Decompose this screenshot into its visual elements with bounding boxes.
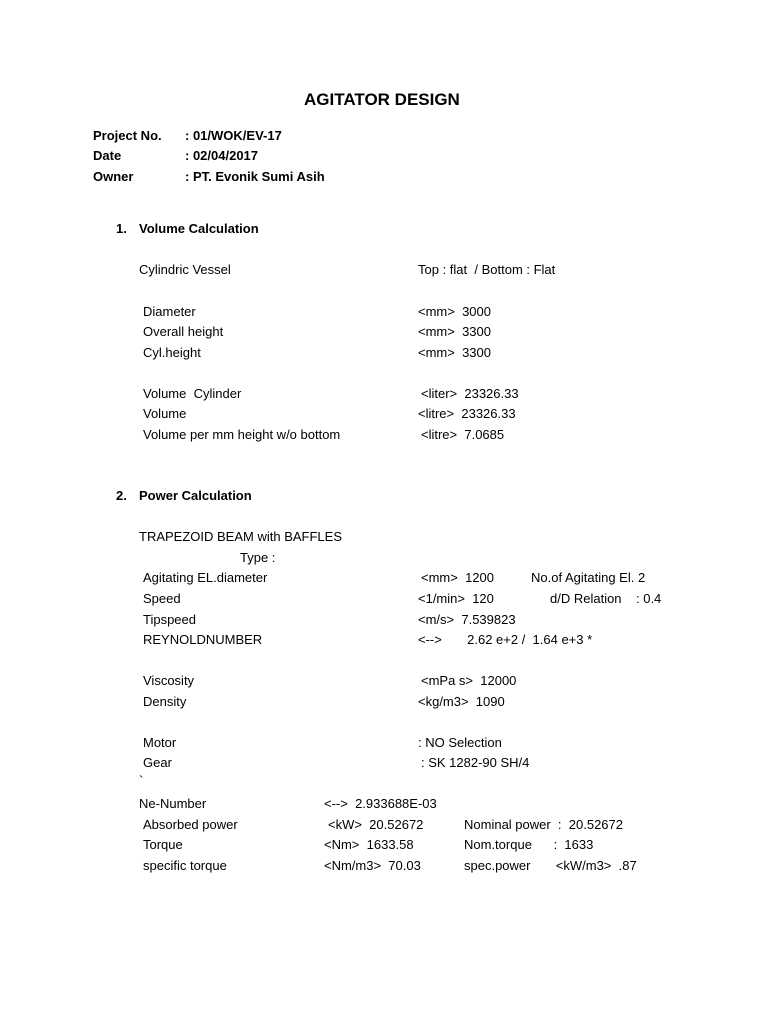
section1-number: 1. — [116, 221, 127, 236]
beam-type: TRAPEZOID BEAM with BAFFLES — [139, 529, 342, 544]
specific-torque-label: specific torque — [143, 858, 227, 873]
project-value: : 01/WOK/EV-17 — [185, 128, 282, 143]
density-value: <kg/m3> 1090 — [418, 694, 505, 709]
volume-label: Volume — [143, 406, 187, 421]
speed-label: Speed — [143, 591, 181, 606]
cyl-height-label: Cyl.height — [143, 345, 201, 360]
volume-per-mm-value: <litre> 7.0685 — [421, 427, 505, 442]
motor-label: Motor — [143, 735, 177, 750]
agitating-diameter-label: Agitating EL.diameter — [143, 570, 268, 585]
ne-number-value: <--> 2.933688E-03 — [324, 796, 437, 811]
owner-value: : PT. Evonik Sumi Asih — [185, 169, 325, 184]
dd-relation: d/D Relation : 0.4 — [550, 591, 662, 606]
section2-number: 2. — [116, 488, 127, 503]
gear-value: : SK 1282-90 SH/4 — [421, 755, 530, 770]
ne-number-label: Ne-Number — [139, 796, 207, 811]
torque-value: <Nm> 1633.58 — [324, 837, 414, 852]
motor-value: : NO Selection — [418, 735, 502, 750]
section1-heading: Volume Calculation — [139, 221, 259, 236]
gear-label: Gear — [143, 755, 172, 770]
torque-label: Torque — [143, 837, 183, 852]
nominal-torque: Nom.torque : 1633 — [464, 837, 594, 852]
project-label: Project No. — [93, 128, 162, 143]
diameter-label: Diameter — [143, 304, 196, 319]
section2-heading: Power Calculation — [139, 488, 252, 503]
agitating-count: No.of Agitating El. 2 — [531, 570, 646, 585]
diameter-value: <mm> 3000 — [418, 304, 491, 319]
absorbed-power-value: <kW> 20.52672 — [328, 817, 424, 832]
vessel-value: Top : flat / Bottom : Flat — [418, 262, 556, 277]
viscosity-value: <mPa s> 12000 — [421, 673, 517, 688]
stray-tick: ` — [139, 773, 144, 788]
cyl-height-value: <mm> 3300 — [418, 345, 491, 360]
specific-torque-value: <Nm/m3> 70.03 — [324, 858, 421, 873]
owner-label: Owner — [93, 169, 134, 184]
date-label: Date — [93, 148, 122, 163]
tipspeed-value: <m/s> 7.539823 — [418, 612, 516, 627]
vessel-label: Cylindric Vessel — [139, 262, 231, 277]
page-title: AGITATOR DESIGN — [304, 90, 460, 109]
speed-value: <1/min> 120 — [418, 591, 494, 606]
spec-power: spec.power <kW/m3> .87 — [464, 858, 637, 873]
volume-cylinder-value: <liter> 23326.33 — [421, 386, 519, 401]
absorbed-power-label: Absorbed power — [143, 817, 238, 832]
volume-cylinder-label: Volume Cylinder — [143, 386, 242, 401]
reynold-label: REYNOLDNUMBER — [143, 632, 263, 647]
type-label: Type : — [240, 550, 276, 565]
volume-per-mm-label: Volume per mm height w/o bottom — [143, 427, 341, 442]
viscosity-label: Viscosity — [143, 673, 195, 688]
density-label: Density — [143, 694, 187, 709]
overall-height-label: Overall height — [143, 324, 224, 339]
overall-height-value: <mm> 3300 — [418, 324, 491, 339]
date-value: : 02/04/2017 — [185, 148, 259, 163]
agitating-diameter-value: <mm> 1200 — [421, 570, 494, 585]
reynold-value: <--> 2.62 e+2 / 1.64 e+3 * — [418, 632, 593, 647]
tipspeed-label: Tipspeed — [143, 612, 196, 627]
nominal-power: Nominal power : 20.52672 — [464, 817, 623, 832]
volume-value: <litre> 23326.33 — [418, 406, 516, 421]
